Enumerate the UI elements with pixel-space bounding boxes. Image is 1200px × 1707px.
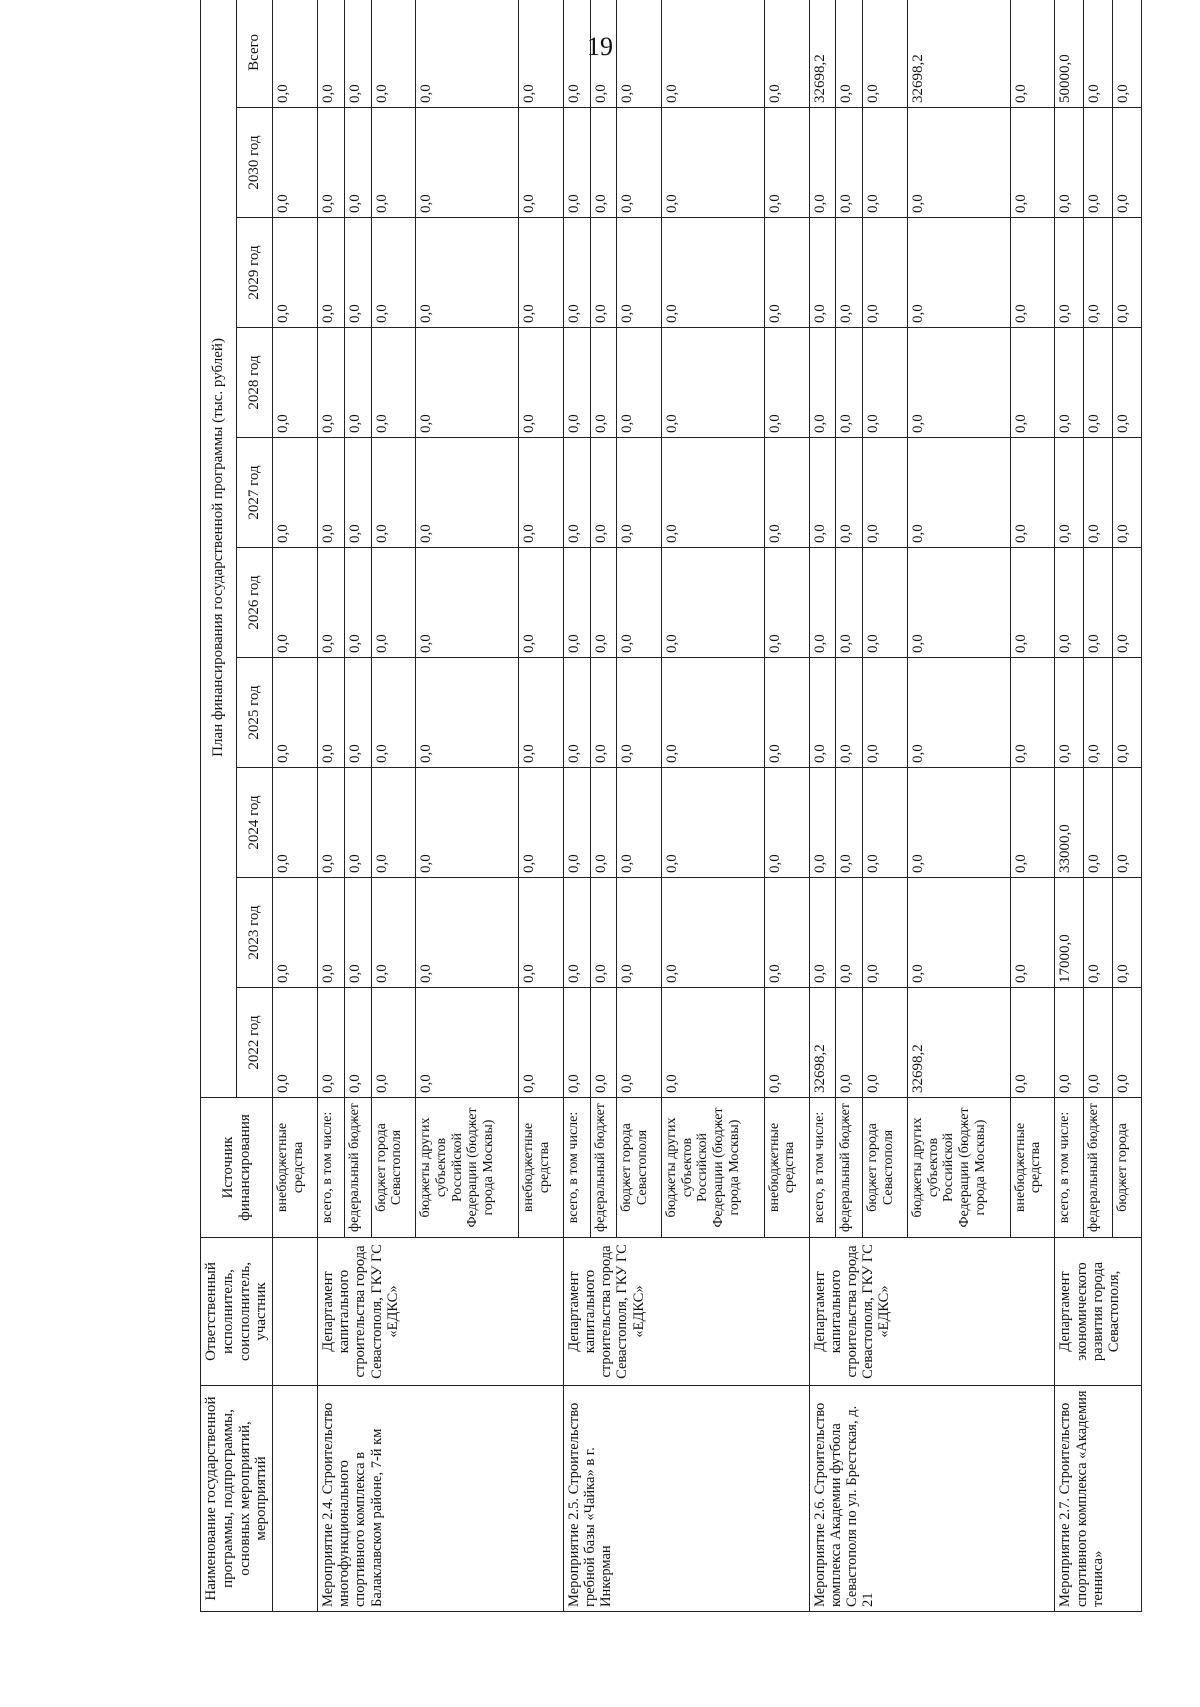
value-cell: 0,0 [1010,768,1055,878]
value-cell: 0,0 [371,548,416,658]
value-cell: 0,0 [317,768,344,878]
value-cell: 0,0 [1084,768,1113,878]
value-cell: 0,0 [1084,218,1113,328]
value-cell: 0,0 [809,108,836,218]
executor-cell: Департамент капитального строительства города Севастополя, ГКУ ГС «ЕДКС» [317,1238,563,1386]
value-cell: 0,0 [836,988,863,1098]
table-row [1055,0,1084,1612]
value-cell: 0,0 [617,878,662,988]
value-cell: 0,0 [764,878,809,988]
value-cell: 0,0 [809,218,836,328]
value-cell: 0,0 [1112,438,1141,548]
value-cell: 0,0 [836,438,863,548]
value-cell: 0,0 [518,438,563,548]
value-cell: 0,0 [273,548,318,658]
source-cell: внебюджетные средства [518,1098,563,1238]
total-cell: 0,0 [518,0,563,108]
source-cell: всего, в том числе: [563,1098,590,1238]
value-cell: 0,0 [1055,988,1084,1098]
value-cell: 0,0 [907,108,1010,218]
value-cell: 0,0 [371,768,416,878]
value-cell: 0,0 [518,548,563,658]
measure-name-cell: Мероприятие 2.4. Строительство многофункционального спортивного комплекса в Балаклавском районе, 7-й км [317,1386,563,1612]
value-cell: 0,0 [617,108,662,218]
value-cell: 0,0 [317,878,344,988]
name-cell [273,1386,318,1612]
table-row [273,0,318,1612]
value-cell: 0,0 [1084,328,1113,438]
source-cell: бюджет города Севастополя [371,1098,416,1238]
value-cell: 0,0 [907,438,1010,548]
header-year: 2022 год [237,988,273,1098]
value-cell: 0,0 [416,548,519,658]
executor-cell: Департамент экономического развития города Севастополя, [1055,1238,1141,1386]
value-cell: 0,0 [273,878,318,988]
value-cell: 0,0 [416,438,519,548]
value-cell: 0,0 [809,658,836,768]
value-cell: 0,0 [863,658,908,768]
value-cell: 0,0 [371,328,416,438]
value-cell: 0,0 [563,328,590,438]
value-cell: 0,0 [273,108,318,218]
value-cell: 0,0 [1010,988,1055,1098]
source-cell: внебюджетные средства [764,1098,809,1238]
header-year: 2027 год [237,438,273,548]
value-cell: 0,0 [662,438,765,548]
header-year: 2024 год [237,768,273,878]
header-year: 2025 год [237,658,273,768]
total-cell: 32698,2 [809,0,836,108]
value-cell: 0,0 [590,658,617,768]
value-cell: 0,0 [907,548,1010,658]
value-cell: 0,0 [371,658,416,768]
value-cell: 0,0 [590,768,617,878]
value-cell: 0,0 [1010,438,1055,548]
header-year: 2029 год [237,218,273,328]
value-cell: 0,0 [863,768,908,878]
value-cell: 0,0 [1112,548,1141,658]
executor-cell: Департамент капитального строительства города Севастополя, ГКУ ГС «ЕДКС» [809,1238,1055,1386]
total-cell: 0,0 [764,0,809,108]
value-cell: 0,0 [662,878,765,988]
value-cell: 0,0 [1084,548,1113,658]
value-cell: 0,0 [344,658,371,768]
value-cell: 0,0 [416,658,519,768]
value-cell: 0,0 [371,988,416,1098]
total-cell: 0,0 [662,0,765,108]
value-cell: 0,0 [1084,878,1113,988]
value-cell: 0,0 [863,328,908,438]
value-cell: 0,0 [1112,658,1141,768]
total-cell: 0,0 [273,0,318,108]
value-cell: 0,0 [836,878,863,988]
value-cell: 0,0 [662,108,765,218]
source-cell: бюджеты других субъектов Российской Федерации (бюджет города Москвы) [907,1098,1010,1238]
header-name: Наименование государственной программы, подпрограммы, основных мероприятий, мероприятий [201,1386,273,1612]
value-cell: 0,0 [617,438,662,548]
value-cell: 0,0 [1010,218,1055,328]
source-cell: внебюджетные средства [273,1098,318,1238]
value-cell: 0,0 [836,768,863,878]
value-cell: 0,0 [590,108,617,218]
source-cell: всего, в том числе: [317,1098,344,1238]
value-cell: 0,0 [317,438,344,548]
value-cell: 0,0 [907,218,1010,328]
measure-name-cell: Мероприятие 2.7. Строительство спортивного комплекса «Академия тенниса» [1055,1386,1141,1612]
value-cell: 0,0 [1055,658,1084,768]
value-cell: 0,0 [371,218,416,328]
value-cell: 0,0 [518,768,563,878]
table-row [317,0,344,1612]
value-cell: 0,0 [317,108,344,218]
value-cell: 32698,2 [907,988,1010,1098]
value-cell: 0,0 [590,218,617,328]
value-cell: 0,0 [1112,218,1141,328]
value-cell: 0,0 [317,658,344,768]
value-cell: 0,0 [416,878,519,988]
executor-cell: Департамент капитального строительства города Севастополя, ГКУ ГС «ЕДКС» [563,1238,809,1386]
value-cell: 0,0 [764,768,809,878]
value-cell: 0,0 [836,328,863,438]
value-cell: 0,0 [563,108,590,218]
source-cell: бюджет города [1112,1098,1141,1238]
total-cell: 0,0 [344,0,371,108]
header-year: 2026 год [237,548,273,658]
header-plan: План финансирования государственной программы (тыс. рублей) [201,0,237,1098]
value-cell: 0,0 [617,548,662,658]
table-row [809,0,836,1612]
source-cell: всего, в том числе: [1055,1098,1084,1238]
value-cell: 0,0 [764,218,809,328]
value-cell: 0,0 [764,108,809,218]
total-cell: 0,0 [590,0,617,108]
value-cell: 0,0 [907,768,1010,878]
source-cell: бюджет города Севастополя [863,1098,908,1238]
value-cell: 0,0 [863,108,908,218]
source-cell: всего, в том числе: [809,1098,836,1238]
value-cell: 0,0 [344,878,371,988]
value-cell: 0,0 [836,548,863,658]
total-cell: 32698,2 [907,0,1010,108]
total-cell: 0,0 [863,0,908,108]
source-cell: внебюджетные средства [1010,1098,1055,1238]
executor-cell [273,1238,318,1386]
value-cell: 0,0 [1084,438,1113,548]
value-cell: 0,0 [662,218,765,328]
value-cell: 0,0 [563,988,590,1098]
value-cell: 0,0 [863,438,908,548]
source-cell: федеральный бюджет [344,1098,371,1238]
value-cell: 0,0 [563,548,590,658]
value-cell: 0,0 [344,988,371,1098]
value-cell: 0,0 [662,658,765,768]
value-cell: 0,0 [317,988,344,1098]
value-cell: 0,0 [1084,658,1113,768]
value-cell: 0,0 [809,548,836,658]
value-cell: 0,0 [518,988,563,1098]
value-cell: 0,0 [764,548,809,658]
value-cell: 32698,2 [809,988,836,1098]
value-cell: 0,0 [416,108,519,218]
value-cell: 0,0 [1010,328,1055,438]
source-cell: федеральный бюджет [1084,1098,1113,1238]
value-cell: 0,0 [809,438,836,548]
value-cell: 17000,0 [1055,878,1084,988]
value-cell: 0,0 [1055,218,1084,328]
value-cell: 0,0 [344,328,371,438]
value-cell: 0,0 [1055,548,1084,658]
header-source: Источник финансирования [201,1098,273,1238]
header-total: Всего [237,0,273,108]
value-cell: 0,0 [344,768,371,878]
value-cell: 0,0 [590,548,617,658]
value-cell: 0,0 [1112,768,1141,878]
value-cell: 0,0 [317,218,344,328]
value-cell: 0,0 [1010,658,1055,768]
table-body [273,0,1141,1612]
value-cell: 0,0 [590,988,617,1098]
header-year: 2023 год [237,878,273,988]
total-cell: 0,0 [1084,0,1113,108]
value-cell: 0,0 [836,658,863,768]
header-executor: Ответственный исполнитель, соисполнитель, участник [201,1238,273,1386]
value-cell: 0,0 [1112,878,1141,988]
source-cell: бюджеты других субъектов Российской Федерации (бюджет города Москвы) [662,1098,765,1238]
value-cell: 0,0 [907,328,1010,438]
value-cell: 0,0 [863,878,908,988]
value-cell: 0,0 [1010,548,1055,658]
value-cell: 0,0 [809,768,836,878]
total-cell: 0,0 [1010,0,1055,108]
source-cell: федеральный бюджет [836,1098,863,1238]
header-row-1 [201,0,237,1612]
value-cell: 0,0 [1084,988,1113,1098]
value-cell: 0,0 [371,108,416,218]
value-cell: 0,0 [563,658,590,768]
value-cell: 0,0 [836,218,863,328]
value-cell: 0,0 [764,438,809,548]
total-cell: 0,0 [317,0,344,108]
value-cell: 0,0 [518,878,563,988]
value-cell: 0,0 [317,328,344,438]
value-cell: 0,0 [518,108,563,218]
value-cell: 0,0 [1084,108,1113,218]
measure-name-cell: Мероприятие 2.6. Строительство комплекса Академии футбола Севастополя по ул. Брестская, д. 21 [809,1386,1055,1612]
value-cell: 0,0 [863,988,908,1098]
value-cell: 0,0 [563,768,590,878]
value-cell: 0,0 [1055,108,1084,218]
value-cell: 0,0 [371,438,416,548]
value-cell: 0,0 [344,438,371,548]
total-cell: 0,0 [836,0,863,108]
value-cell: 0,0 [809,328,836,438]
value-cell: 0,0 [518,218,563,328]
value-cell: 0,0 [590,328,617,438]
value-cell: 0,0 [907,878,1010,988]
source-cell: бюджеты других субъектов Российской Федерации (бюджет города Москвы) [416,1098,519,1238]
measure-name-cell: Мероприятие 2.5. Строительство гребной базы «Чайка» в г. Инкерман [563,1386,809,1612]
value-cell: 0,0 [662,548,765,658]
value-cell: 0,0 [273,658,318,768]
value-cell: 0,0 [617,988,662,1098]
value-cell: 0,0 [344,108,371,218]
value-cell: 0,0 [907,658,1010,768]
value-cell: 0,0 [1112,108,1141,218]
financing-table [200,0,1142,1612]
value-cell: 0,0 [273,988,318,1098]
value-cell: 0,0 [1010,878,1055,988]
value-cell: 0,0 [617,218,662,328]
total-cell: 0,0 [416,0,519,108]
value-cell: 0,0 [617,658,662,768]
value-cell: 0,0 [273,218,318,328]
value-cell: 0,0 [1112,328,1141,438]
value-cell: 0,0 [863,548,908,658]
value-cell: 0,0 [563,438,590,548]
value-cell: 0,0 [416,768,519,878]
total-cell: 0,0 [617,0,662,108]
total-cell: 50000,0 [1055,0,1084,108]
value-cell: 0,0 [764,658,809,768]
table-row [563,0,590,1612]
value-cell: 33000,0 [1055,768,1084,878]
value-cell: 0,0 [371,878,416,988]
header-year: 2030 год [237,108,273,218]
value-cell: 0,0 [518,328,563,438]
value-cell: 0,0 [344,548,371,658]
value-cell: 0,0 [416,988,519,1098]
value-cell: 0,0 [809,878,836,988]
value-cell: 0,0 [344,218,371,328]
value-cell: 0,0 [764,988,809,1098]
value-cell: 0,0 [662,768,765,878]
value-cell: 0,0 [416,328,519,438]
value-cell: 0,0 [764,328,809,438]
value-cell: 0,0 [662,328,765,438]
value-cell: 0,0 [416,218,519,328]
value-cell: 0,0 [617,768,662,878]
value-cell: 0,0 [518,658,563,768]
total-cell: 0,0 [1112,0,1141,108]
value-cell: 0,0 [273,768,318,878]
value-cell: 0,0 [563,878,590,988]
header-year: 2028 год [237,328,273,438]
value-cell: 0,0 [563,218,590,328]
value-cell: 0,0 [1112,988,1141,1098]
source-cell: федеральный бюджет [590,1098,617,1238]
value-cell: 0,0 [863,218,908,328]
value-cell: 0,0 [662,988,765,1098]
value-cell: 0,0 [317,548,344,658]
source-cell: бюджет города Севастополя [617,1098,662,1238]
value-cell: 0,0 [273,438,318,548]
value-cell: 0,0 [273,328,318,438]
value-cell: 0,0 [1010,108,1055,218]
total-cell: 0,0 [563,0,590,108]
value-cell: 0,0 [590,878,617,988]
total-cell: 0,0 [371,0,416,108]
value-cell: 0,0 [1055,438,1084,548]
page-number: 19 [587,32,613,61]
value-cell: 0,0 [590,438,617,548]
value-cell: 0,0 [836,108,863,218]
value-cell: 0,0 [617,328,662,438]
value-cell: 0,0 [1055,328,1084,438]
